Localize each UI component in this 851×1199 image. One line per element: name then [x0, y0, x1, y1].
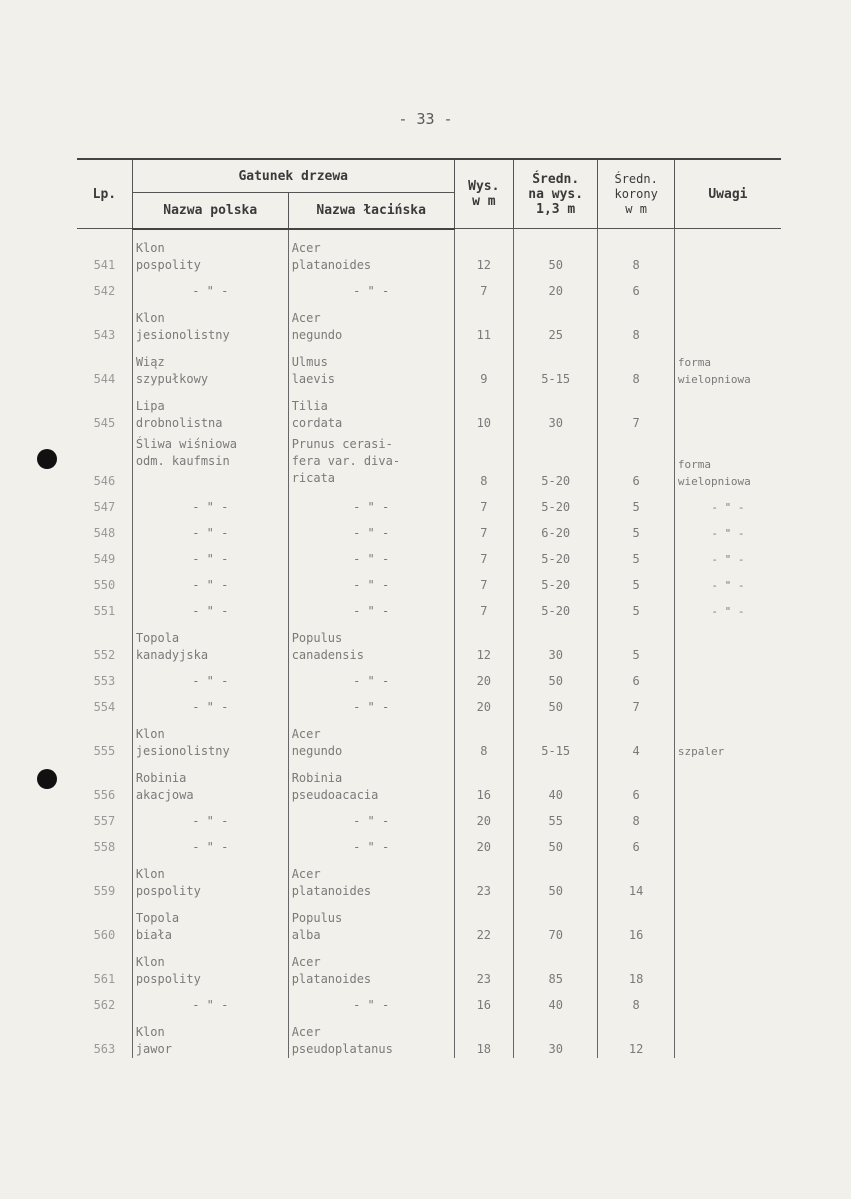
- cell-nazwa-polska: Topola kanadyjska: [132, 620, 288, 664]
- table-body: [77, 229, 781, 1058]
- cell-nazwa-lacinska: - " -: [288, 664, 454, 690]
- cell-nazwa-lacinska: Acer platanoides: [288, 856, 454, 900]
- cell-lp: 550: [77, 568, 132, 594]
- cell-nazwa-lacinska: Acer negundo: [288, 716, 454, 760]
- punch-hole-bottom: [37, 769, 57, 789]
- cell-lp: 541: [77, 229, 132, 274]
- cell-nazwa-lacinska: Ulmus laevis: [288, 344, 454, 388]
- table-row: [77, 594, 781, 620]
- table-row: [77, 344, 781, 388]
- cell-korona: 8: [598, 804, 674, 830]
- cell-korona: 7: [598, 690, 674, 716]
- cell-uwagi: [674, 856, 781, 900]
- cell-nazwa-polska: Topola biała: [132, 900, 288, 944]
- cell-lp: 562: [77, 988, 132, 1014]
- header-korona-line3: w m: [625, 201, 647, 216]
- cell-wysokosc: 23: [454, 944, 513, 988]
- cell-nazwa-polska: - " -: [132, 568, 288, 594]
- cell-wysokosc: 12: [454, 620, 513, 664]
- cell-korona: 6: [598, 664, 674, 690]
- cell-lp: 557: [77, 804, 132, 830]
- cell-korona: 4: [598, 716, 674, 760]
- cell-srednica: 6-20: [513, 516, 597, 542]
- cell-lp: 552: [77, 620, 132, 664]
- header-srednica: [513, 159, 597, 229]
- table-row: [77, 542, 781, 568]
- table-row: [77, 760, 781, 804]
- cell-korona: 5: [598, 568, 674, 594]
- cell-srednica: 5-20: [513, 542, 597, 568]
- tree-inventory-table: [77, 158, 781, 1058]
- cell-nazwa-polska: - " -: [132, 804, 288, 830]
- cell-lp: 560: [77, 900, 132, 944]
- cell-srednica: 5-15: [513, 344, 597, 388]
- cell-uwagi: [674, 804, 781, 830]
- table-row: [77, 830, 781, 856]
- cell-lp: 548: [77, 516, 132, 542]
- cell-wysokosc: 20: [454, 664, 513, 690]
- cell-nazwa-lacinska: - " -: [288, 988, 454, 1014]
- cell-korona: 8: [598, 988, 674, 1014]
- cell-srednica: 50: [513, 664, 597, 690]
- table-row: [77, 1014, 781, 1058]
- cell-uwagi: [674, 988, 781, 1014]
- header-srednica-line3: 1,3 m: [536, 201, 576, 217]
- cell-srednica: 5-20: [513, 568, 597, 594]
- header-wysokosc: [454, 159, 513, 229]
- cell-lp: 551: [77, 594, 132, 620]
- cell-nazwa-polska: Klon jesionolistny: [132, 716, 288, 760]
- header-korona: [598, 159, 674, 229]
- table-row: [77, 988, 781, 1014]
- cell-wysokosc: 12: [454, 229, 513, 274]
- cell-wysokosc: 7: [454, 568, 513, 594]
- cell-lp: 542: [77, 274, 132, 300]
- header-korona-line2: korony: [614, 186, 658, 201]
- header-srednica-line1: Średn.: [532, 171, 580, 187]
- table-row: [77, 804, 781, 830]
- cell-nazwa-lacinska: - " -: [288, 830, 454, 856]
- table-row: [77, 620, 781, 664]
- cell-srednica: 30: [513, 388, 597, 432]
- cell-wysokosc: 7: [454, 490, 513, 516]
- cell-wysokosc: 23: [454, 856, 513, 900]
- header-uwagi: Uwagi: [674, 159, 781, 229]
- table-row: [77, 716, 781, 760]
- cell-uwagi: - " -: [674, 594, 781, 620]
- cell-lp: 556: [77, 760, 132, 804]
- cell-wysokosc: 16: [454, 988, 513, 1014]
- cell-uwagi: [674, 760, 781, 804]
- cell-nazwa-polska: - " -: [132, 274, 288, 300]
- cell-nazwa-polska: - " -: [132, 490, 288, 516]
- cell-wysokosc: 10: [454, 388, 513, 432]
- table-row: [77, 900, 781, 944]
- cell-nazwa-lacinska: Acer negundo: [288, 300, 454, 344]
- cell-uwagi: - " -: [674, 542, 781, 568]
- cell-uwagi: - " -: [674, 516, 781, 542]
- cell-nazwa-polska: Klon jawor: [132, 1014, 288, 1058]
- cell-wysokosc: 20: [454, 830, 513, 856]
- cell-nazwa-polska: Robinia akacjowa: [132, 760, 288, 804]
- cell-wysokosc: 16: [454, 760, 513, 804]
- cell-lp: 547: [77, 490, 132, 516]
- cell-wysokosc: 7: [454, 542, 513, 568]
- cell-srednica: 5-20: [513, 490, 597, 516]
- header-lp: Lp.: [77, 159, 132, 229]
- cell-nazwa-polska: - " -: [132, 516, 288, 542]
- cell-nazwa-lacinska: - " -: [288, 274, 454, 300]
- cell-nazwa-lacinska: Tilia cordata: [288, 388, 454, 432]
- header-srednica-line2: na wys.: [528, 186, 584, 202]
- cell-nazwa-polska: - " -: [132, 664, 288, 690]
- cell-wysokosc: 20: [454, 804, 513, 830]
- cell-nazwa-lacinska: Robinia pseudoacacia: [288, 760, 454, 804]
- cell-wysokosc: 7: [454, 274, 513, 300]
- cell-nazwa-lacinska: Populus canadensis: [288, 620, 454, 664]
- punch-hole-top: [37, 449, 57, 469]
- cell-korona: 12: [598, 1014, 674, 1058]
- cell-wysokosc: 8: [454, 432, 513, 490]
- cell-uwagi: - " -: [674, 568, 781, 594]
- cell-nazwa-lacinska: - " -: [288, 804, 454, 830]
- cell-nazwa-lacinska: Prunus cerasi- fera var. diva- ricata: [288, 432, 454, 490]
- cell-srednica: 5-20: [513, 432, 597, 490]
- table-row: [77, 690, 781, 716]
- cell-wysokosc: 8: [454, 716, 513, 760]
- cell-srednica: 40: [513, 760, 597, 804]
- cell-srednica: 25: [513, 300, 597, 344]
- table-row: [77, 388, 781, 432]
- cell-srednica: 70: [513, 900, 597, 944]
- cell-srednica: 55: [513, 804, 597, 830]
- cell-wysokosc: 18: [454, 1014, 513, 1058]
- table-row: [77, 568, 781, 594]
- cell-nazwa-polska: - " -: [132, 690, 288, 716]
- cell-uwagi: [674, 274, 781, 300]
- cell-korona: 8: [598, 229, 674, 274]
- header-korona-line1: Średn.: [614, 171, 658, 186]
- cell-wysokosc: 22: [454, 900, 513, 944]
- cell-nazwa-lacinska: - " -: [288, 594, 454, 620]
- cell-wysokosc: 9: [454, 344, 513, 388]
- cell-korona: 16: [598, 900, 674, 944]
- cell-nazwa-lacinska: - " -: [288, 542, 454, 568]
- cell-lp: 555: [77, 716, 132, 760]
- cell-nazwa-polska: Klon jesionolistny: [132, 300, 288, 344]
- cell-korona: 5: [598, 516, 674, 542]
- cell-wysokosc: 20: [454, 690, 513, 716]
- cell-korona: 5: [598, 594, 674, 620]
- table-row: [77, 490, 781, 516]
- cell-uwagi: [674, 690, 781, 716]
- cell-nazwa-polska: Wiąz szypułkowy: [132, 344, 288, 388]
- header-nazwa-lacinska: Nazwa łacińska: [288, 193, 454, 229]
- table-row: [77, 300, 781, 344]
- cell-srednica: 50: [513, 229, 597, 274]
- cell-korona: 5: [598, 490, 674, 516]
- page-number: - 33 -: [398, 110, 453, 128]
- cell-lp: 554: [77, 690, 132, 716]
- cell-uwagi: - " -: [674, 490, 781, 516]
- cell-korona: 6: [598, 432, 674, 490]
- cell-lp: 553: [77, 664, 132, 690]
- cell-korona: 5: [598, 620, 674, 664]
- cell-uwagi: [674, 388, 781, 432]
- cell-uwagi: [674, 1014, 781, 1058]
- cell-uwagi: [674, 944, 781, 988]
- table-row: [77, 432, 781, 490]
- cell-uwagi: [674, 620, 781, 664]
- cell-uwagi: forma wielopniowa: [674, 344, 781, 388]
- cell-uwagi: [674, 229, 781, 274]
- cell-nazwa-lacinska: - " -: [288, 516, 454, 542]
- cell-uwagi: szpaler: [674, 716, 781, 760]
- cell-nazwa-polska: Klon pospolity: [132, 944, 288, 988]
- cell-korona: 6: [598, 274, 674, 300]
- cell-srednica: 50: [513, 856, 597, 900]
- cell-lp: 558: [77, 830, 132, 856]
- table-row: [77, 274, 781, 300]
- cell-nazwa-polska: Lipa drobnolistna: [132, 388, 288, 432]
- cell-wysokosc: 7: [454, 516, 513, 542]
- header-gatunek: Gatunek drzewa: [132, 159, 454, 193]
- cell-lp: 543: [77, 300, 132, 344]
- cell-korona: 6: [598, 760, 674, 804]
- table-row: [77, 229, 781, 274]
- cell-nazwa-polska: - " -: [132, 542, 288, 568]
- cell-srednica: 40: [513, 988, 597, 1014]
- cell-srednica: 30: [513, 620, 597, 664]
- cell-srednica: 50: [513, 830, 597, 856]
- cell-lp: 546: [77, 432, 132, 490]
- cell-lp: 561: [77, 944, 132, 988]
- cell-srednica: 5-15: [513, 716, 597, 760]
- cell-lp: 563: [77, 1014, 132, 1058]
- table-row: [77, 516, 781, 542]
- cell-srednica: 5-20: [513, 594, 597, 620]
- table-row: [77, 856, 781, 900]
- cell-wysokosc: 7: [454, 594, 513, 620]
- cell-nazwa-polska: - " -: [132, 988, 288, 1014]
- cell-korona: 7: [598, 388, 674, 432]
- table-row: [77, 664, 781, 690]
- cell-nazwa-polska: Śliwa wiśniowa odm. kaufmsin: [132, 432, 288, 490]
- cell-nazwa-lacinska: Populus alba: [288, 900, 454, 944]
- cell-nazwa-lacinska: Acer platanoides: [288, 944, 454, 988]
- header-nazwa-polska: Nazwa polska: [132, 193, 288, 229]
- cell-uwagi: [674, 300, 781, 344]
- table-header: [77, 159, 781, 229]
- cell-korona: 8: [598, 344, 674, 388]
- cell-lp: 549: [77, 542, 132, 568]
- cell-uwagi: forma wielopniowa: [674, 432, 781, 490]
- cell-nazwa-lacinska: Acer platanoides: [288, 229, 454, 274]
- cell-korona: 6: [598, 830, 674, 856]
- cell-srednica: 20: [513, 274, 597, 300]
- cell-korona: 18: [598, 944, 674, 988]
- cell-srednica: 85: [513, 944, 597, 988]
- cell-lp: 545: [77, 388, 132, 432]
- cell-uwagi: [674, 900, 781, 944]
- cell-korona: 8: [598, 300, 674, 344]
- cell-wysokosc: 11: [454, 300, 513, 344]
- cell-srednica: 50: [513, 690, 597, 716]
- header-wysokosc-line1: Wys.: [468, 179, 500, 194]
- cell-lp: 544: [77, 344, 132, 388]
- cell-lp: 559: [77, 856, 132, 900]
- cell-nazwa-polska: Klon pospolity: [132, 856, 288, 900]
- cell-nazwa-polska: Klon pospolity: [132, 229, 288, 274]
- cell-korona: 5: [598, 542, 674, 568]
- cell-srednica: 30: [513, 1014, 597, 1058]
- cell-nazwa-lacinska: - " -: [288, 490, 454, 516]
- cell-nazwa-polska: - " -: [132, 830, 288, 856]
- header-wysokosc-line2: w m: [472, 194, 496, 209]
- cell-nazwa-lacinska: Acer pseudoplatanus: [288, 1014, 454, 1058]
- cell-korona: 14: [598, 856, 674, 900]
- cell-nazwa-lacinska: - " -: [288, 690, 454, 716]
- cell-nazwa-lacinska: - " -: [288, 568, 454, 594]
- table-row: [77, 944, 781, 988]
- cell-nazwa-polska: - " -: [132, 594, 288, 620]
- cell-uwagi: [674, 830, 781, 856]
- cell-uwagi: [674, 664, 781, 690]
